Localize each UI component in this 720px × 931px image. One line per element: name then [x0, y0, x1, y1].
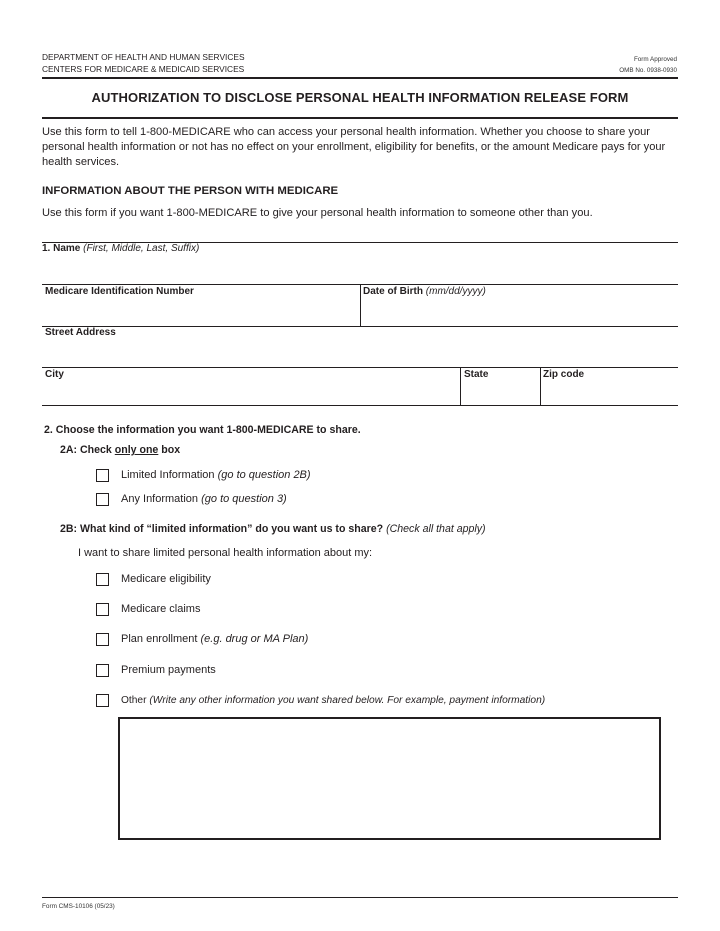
agency-line-hhs: DEPARTMENT OF HEALTH AND HUMAN SERVICES [42, 52, 245, 62]
option-hint: (go to question 3) [201, 493, 287, 505]
agency-line-cms: CENTERS FOR MEDICARE & MEDICAID SERVICES [42, 64, 245, 74]
city-field-top-rule [42, 367, 678, 368]
option-hint: (Write any other information you want shared below. For example, payment information) [149, 694, 546, 706]
dob-field[interactable] [363, 286, 486, 297]
form-approved-text: Form Approved [633, 56, 677, 63]
option-label: Medicare eligibility [121, 573, 211, 585]
option-premium-payments[interactable] [96, 663, 216, 677]
dob-label: Date of Birth [363, 286, 423, 297]
question-2a-heading [60, 444, 180, 456]
option-hint: (e.g. drug or MA Plan) [200, 633, 309, 645]
omb-number: OMB No. 0938-0930 [619, 66, 677, 74]
option-medicare-eligibility[interactable] [96, 572, 211, 586]
option-other[interactable] [96, 693, 545, 707]
mbi-dob-divider [360, 284, 361, 326]
option-text: Other [121, 694, 147, 706]
form-title: AUTHORIZATION TO DISCLOSE PERSONAL HEALTH INFORMATION RELEASE FORM [91, 90, 629, 105]
option-any-information[interactable] [96, 492, 287, 506]
option-label [121, 493, 287, 505]
name-field[interactable] [42, 243, 199, 254]
option-label: Medicare claims [121, 603, 201, 615]
city-field[interactable]: City [45, 369, 64, 380]
city-state-divider [460, 367, 461, 405]
approval-block [619, 55, 677, 76]
premium-payments-checkbox[interactable] [96, 664, 109, 677]
option-text: Any Information [121, 493, 199, 505]
address-bottom-rule [42, 405, 678, 406]
question-2b-heading [60, 523, 486, 535]
zip-code-field[interactable]: Zip code [543, 369, 585, 380]
street-address-field[interactable]: Street Address [45, 327, 116, 338]
title-rule [42, 117, 678, 119]
option-plan-enrollment[interactable] [96, 632, 308, 646]
medicare-eligibility-checkbox[interactable] [96, 573, 109, 586]
footer-rule [42, 897, 678, 898]
limited-information-checkbox[interactable] [96, 469, 109, 482]
q2a-only-one: only one [114, 444, 159, 456]
q2b-text: 2B: What kind of “limited information” do you want us to share? [60, 523, 384, 535]
state-zip-divider [540, 367, 541, 405]
mbi-field[interactable]: Medicare Identification Number [45, 286, 194, 297]
agency-header [42, 51, 245, 75]
name-label: 1. Name [42, 243, 81, 254]
any-information-checkbox[interactable] [96, 493, 109, 506]
header-rule [42, 77, 678, 79]
option-limited-information[interactable] [96, 468, 311, 482]
option-text: Limited Information [121, 469, 215, 481]
street-field-top-rule [42, 326, 678, 327]
option-medicare-claims[interactable] [96, 602, 200, 616]
option-label [121, 469, 311, 481]
other-checkbox[interactable] [96, 694, 109, 707]
dob-hint: (mm/dd/yyyy) [425, 286, 486, 297]
medicare-claims-checkbox[interactable] [96, 603, 109, 616]
question-2b-subtext: I want to share limited personal health information about my: [78, 547, 373, 559]
option-text: Plan enrollment [121, 633, 198, 645]
option-label [121, 695, 545, 706]
name-hint: (First, Middle, Last, Suffix) [83, 243, 200, 254]
other-information-textbox[interactable] [118, 717, 661, 840]
state-field[interactable]: State [464, 369, 489, 380]
option-label: Premium payments [121, 664, 216, 676]
option-label [121, 633, 308, 645]
form-number-footer: Form CMS-10106 (05/23) [42, 903, 115, 910]
section-heading: INFORMATION ABOUT THE PERSON WITH MEDICARE [42, 185, 339, 197]
option-hint: (go to question 2B) [217, 469, 311, 481]
plan-enrollment-checkbox[interactable] [96, 633, 109, 646]
q2b-hint: (Check all that apply) [386, 523, 486, 535]
q2a-prefix: 2A: Check [60, 444, 115, 456]
section-subtext: Use this form if you want 1-800-MEDICARE to give your personal health information to someone other than you. [42, 207, 593, 219]
intro-paragraph: Use this form to tell 1-800-MEDICARE who can access your personal health information. Whether you choose to share your personal health information or not has no effect on your enrollment, eligibility for benefits, or the amount Medicare pays for your health services. [42, 126, 666, 168]
question-2-heading: 2. Choose the information you want 1-800-MEDICARE to share. [44, 424, 361, 436]
q2a-suffix: box [158, 444, 181, 456]
